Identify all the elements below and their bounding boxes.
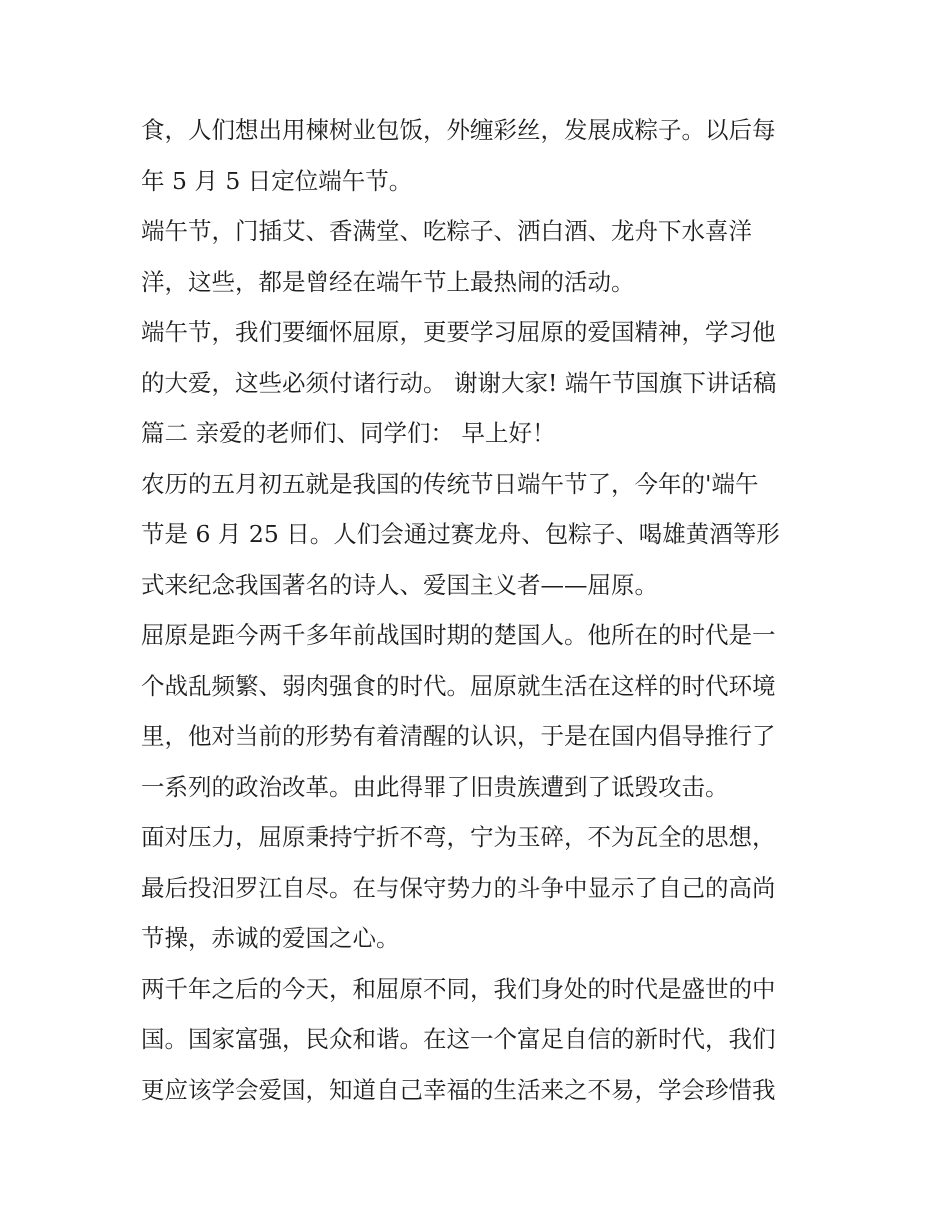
text-line: 国。国家富强，民众和谐。在这一个富足自信的新时代，我们 xyxy=(141,1025,776,1053)
text-line: 节操，赤诚的爱国之心。 xyxy=(141,924,400,952)
text-line: 的大爱，这些必须付诸行动。 谢谢大家! 端午节国旗下讲话稿 xyxy=(141,368,777,397)
text-line: 两千年之后的今天，和屈原不同，我们身处的时代是盛世的中 xyxy=(141,974,776,1003)
text-line: 节是 6 月 25 日。人们会通过赛龙舟、包粽子、喝雄黄酒等形 xyxy=(141,520,780,548)
text-line: 食，人们想出用楝树业包饭，外缠彩丝，发展成粽子。以后每 xyxy=(141,116,776,144)
text-line: 一系列的政治改革。由此得罪了旧贵族遭到了诋毁攻击。 xyxy=(141,772,729,801)
text-line: 年 5 月 5 日定位端午节。 xyxy=(141,166,413,195)
text-line: 篇二 亲爱的老师们、同学们： 早上好！ xyxy=(141,419,556,447)
text-line: 最后投汨罗江自尽。在与保守势力的斗争中显示了自己的高尚 xyxy=(141,873,776,902)
text-line: 式来纪念我国著名的诗人、爱国主义者——屈原。 xyxy=(141,570,658,599)
text-line: 屈原是距今两千多年前战国时期的楚国人。他所在的时代是一 xyxy=(141,621,776,649)
text-line: 农历的五月初五就是我国的传统节日端午节了，今年的'端午 xyxy=(141,469,759,498)
text-line: 面对压力，屈原秉持宁折不弯，宁为玉碎，不为瓦全的思想， xyxy=(141,823,776,851)
text-line: 洋，这些，都是曾经在端午节上最热闹的活动。 xyxy=(141,267,635,296)
text-line: 更应该学会爱国，知道自己幸福的生活来之不易，学会珍惜我 xyxy=(141,1075,776,1104)
text-line: 端午节，我们要缅怀屈原，更要学习屈原的爱国精神，学习他 xyxy=(141,318,776,346)
text-line: 端午节，门插艾、香满堂、吃粽子、洒白酒、龙舟下水喜洋 xyxy=(141,217,752,245)
text-line: 里，他对当前的形势有着清醒的认识，于是在国内倡导推行了 xyxy=(141,722,776,750)
text-line: 个战乱频繁、弱肉强食的时代。屈原就生活在这样的时代环境 xyxy=(141,671,776,700)
document-body xyxy=(141,108,821,1118)
